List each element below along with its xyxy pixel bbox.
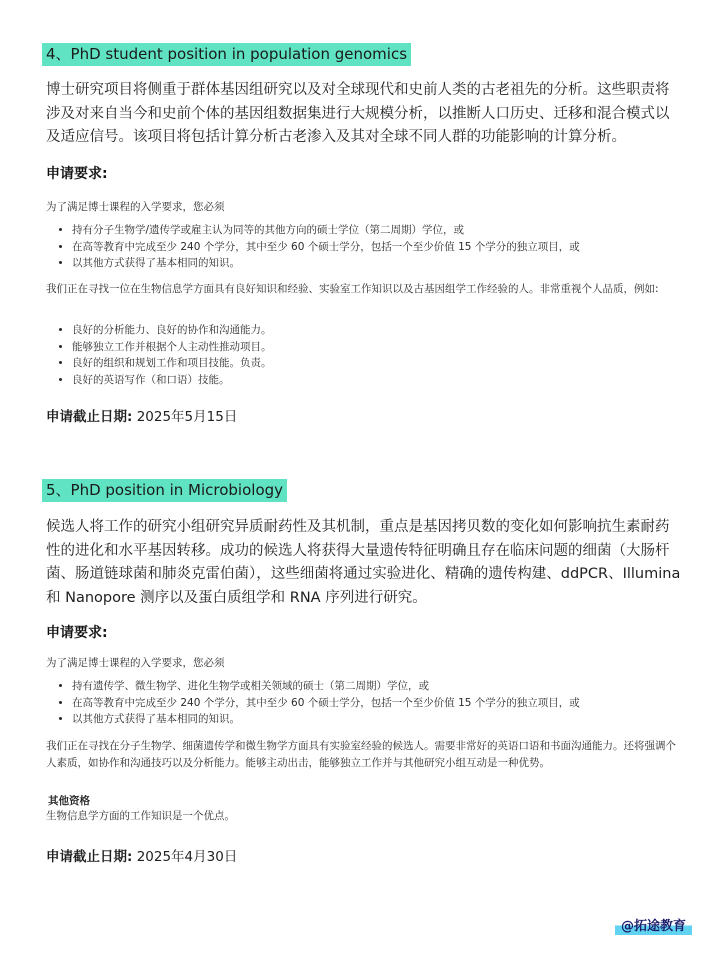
deadline-value: 2025年5月15日 [136, 409, 238, 425]
list-item: • 能够独立工作并根据个人主动性推动项目。 [72, 339, 702, 356]
section-5-other-qualifications-label: 其他资格 [48, 795, 90, 807]
list-item: • 良好的英语写作（和口语）技能。 [72, 372, 702, 389]
section-5-requirements-list [50, 678, 702, 728]
section-4-intro: 博士研究项目将侧重于群体基因组研究以及对全球现代和史前人类的古老祖先的分析。这些职责将涉及对来自当今和史前个体的基因组数据集进行大规模分析，以推断人口历史、迁移和混合模式以及适应信号。该项目将包括计算分析古老渗入及其对全球不同人群的功能影响的计算分析。 [46, 82, 670, 145]
section-4-requirements-list [50, 222, 702, 272]
list-item: • 持有遗传学、微生物学、进化生物学或相关领域的硕士（第二周期）学位，或 [72, 678, 702, 695]
list-item: • 在高等教育中完成至少 240 个学分，其中至少 60 个硕士学分，包括一个至少价值 15 个学分的独立项目，或 [72, 695, 702, 712]
list-item: • 持有分子生物学/遗传学或雇主认为同等的其他方向的硕士学位（第二周期）学位，或 [72, 222, 702, 239]
section-4-deadline [46, 405, 237, 425]
section-5-deadline [46, 845, 237, 865]
list-item: • 以其他方式获得了基本相同的知识。 [72, 255, 702, 272]
list-item: • 以其他方式获得了基本相同的知识。 [72, 711, 702, 728]
section-4-requirements-intro: 为了满足博士课程的入学要求，您必须 [46, 201, 225, 213]
deadline-value: 2025年4月30日 [136, 849, 238, 865]
section-4-title: 4、PhD student position in population genomics [42, 43, 411, 66]
watermark-logo: @拓途教育 [615, 914, 692, 935]
section-5-seeking-text: 我们正在寻找在分子生物学、细菌遗传学和微生物学方面具有实验室经验的候选人。需要非常好的英语口语和书面沟通能力。还将强调个人素质，如协作和沟通技巧以及分析能力。能够主动出击，能够独立工作并与其他研究小组互动是一种优势。 [46, 740, 676, 769]
deadline-label: 申请截止日期: [46, 849, 133, 865]
section-5-intro: 候选人将工作的研究小组研究异质耐药性及其机制，重点是基因拷贝数的变化如何影响抗生素耐药性的进化和水平基因转移。成功的候选人将获得大量遗传特征明确且存在临床问题的细菌（大肠杆菌、肠道链球菌和肺炎克雷伯菌），这些细菌将通过实验进化、精确的遗传构建、ddPCR、Illumina 和 Nanopore 测序以及蛋白质组学和 RNA 序列进行研究。 [46, 519, 681, 606]
section-5-other-qualifications-text: 生物信息学方面的工作知识是一个优点。 [46, 810, 235, 822]
section-4-requirements-label: 申请要求: [46, 166, 108, 182]
section-4-qualities-list [50, 322, 702, 388]
section-5-requirements-intro: 为了满足博士课程的入学要求，您必须 [46, 657, 225, 669]
list-item: • 良好的组织和规划工作和项目技能。负责。 [72, 355, 702, 372]
deadline-label: 申请截止日期: [46, 409, 133, 425]
section-5-requirements-label: 申请要求: [46, 625, 108, 641]
section-4-seeking-text: 我们正在寻找一位在生物信息学方面具有良好知识和经验、实验室工作知识以及古基因组学工作经验的人。非常重视个人品质，例如: [46, 283, 659, 295]
section-5-title: 5、PhD position in Microbiology [42, 479, 287, 502]
list-item: • 良好的分析能力、良好的协作和沟通能力。 [72, 322, 702, 339]
list-item: • 在高等教育中完成至少 240 个学分，其中至少 60 个硕士学分，包括一个至少价值 15 个学分的独立项目，或 [72, 239, 702, 256]
